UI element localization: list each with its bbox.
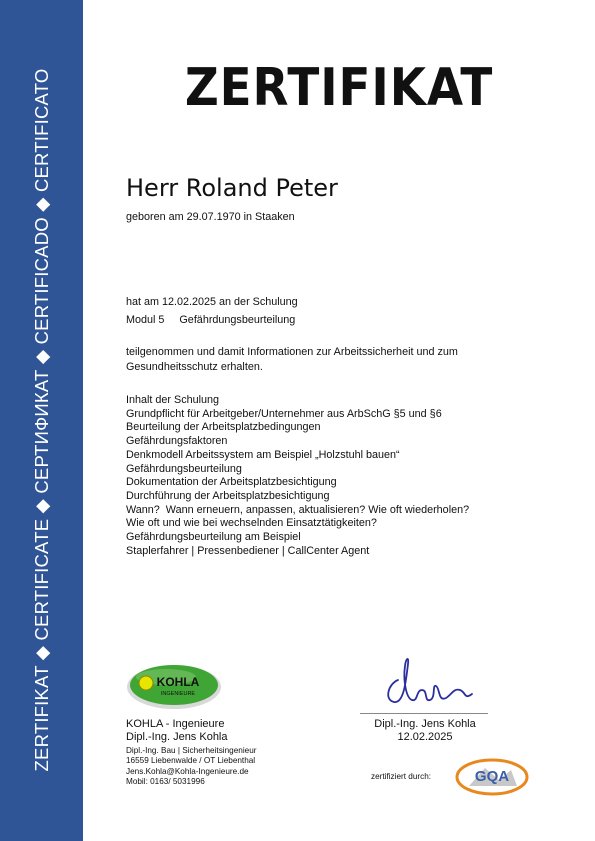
content-item: Beurteilung der Arbeitsplatzbedingungen [126, 421, 321, 434]
recipient-birth: geboren am 29.07.1970 in Staaken [126, 211, 295, 223]
signature-line [360, 713, 488, 714]
kohla-logo [126, 659, 222, 711]
contact-line: Mobil: 0163/ 5031996 [126, 776, 205, 786]
svg-text:KOHLA: KOHLA [156, 675, 200, 689]
handwritten-signature [376, 650, 486, 712]
svg-text:INGENIEURE: INGENIEURE [160, 691, 196, 697]
content-item: Staplerfahrer | Pressenbediener | CallCenter Agent [126, 544, 370, 557]
content-item: Gefährdungsfaktoren [126, 435, 228, 448]
content-item: Denkmodell Arbeitssystem am Beispiel „Holzstuhl bauen“ [126, 448, 400, 461]
contact-line: Jens.Kohla@Kohla-Ingenieure.de [126, 766, 249, 776]
participation-text: teilgenommen und damit Informationen zur Arbeitssicherheit und zum Gesundheitsschutz erhalten. [126, 346, 458, 373]
content-item: Gefährdungsbeurteilung am Beispiel [126, 531, 301, 544]
certificate-title: ZERTIFIKAT [184, 58, 494, 118]
certificate-sidebar [0, 0, 83, 841]
content-item: Durchführung der Arbeitsplatzbesichtigung [126, 489, 330, 502]
gqa-logo [455, 756, 529, 796]
content-item: Wie oft und wie bei wechselnden Einsatztätigkeiten? [126, 517, 377, 530]
content-item: Grundpflicht für Arbeitgeber/Unternehmer aus ArbSchG §5 und §6 [126, 407, 442, 420]
issuer-company: KOHLA - Ingenieure [126, 718, 225, 730]
content-item: Dokumentation der Arbeitsplatzbesichtigung [126, 476, 337, 489]
signer-block [370, 718, 480, 744]
sidebar-multilingual-text: ZERTIFIKAT ◆ CERTIFICATE ◆ СЕРТИФИКАТ ◆ CERTIFICADO ◆ CERTIFICATO [31, 68, 52, 772]
training-content [126, 394, 469, 558]
training-date-line: hat am 12.02.2025 an der Schulung [126, 296, 298, 308]
issuer-block [126, 718, 228, 744]
contact-line: Dipl.-Ing. Bau | Sicherheitsingenieur [126, 746, 257, 755]
contact-line: 16559 Liebenwalde / OT Liebenthal [126, 756, 256, 766]
content-item: Wann? Wann erneuern, anpassen, aktualisieren? Wie oft wiederholen? [126, 503, 470, 516]
signer-name: Dipl.-Ing. Jens Kohla [374, 718, 476, 730]
training-module: Modul 5 Gefährdungsbeurteilung [126, 314, 296, 326]
certified-by-label: zertifiziert durch: [371, 772, 432, 781]
signature-date: 12.02.2025 [397, 731, 453, 743]
svg-text:GQA: GQA [474, 768, 510, 785]
content-item: Gefährdungsbeurteilung [126, 462, 242, 475]
issuer-contact [126, 746, 256, 787]
issuer-person: Dipl.-Ing. Jens Kohla [126, 731, 228, 743]
content-heading: Inhalt der Schulung [126, 394, 220, 406]
recipient-name: Herr Roland Peter [126, 174, 338, 202]
